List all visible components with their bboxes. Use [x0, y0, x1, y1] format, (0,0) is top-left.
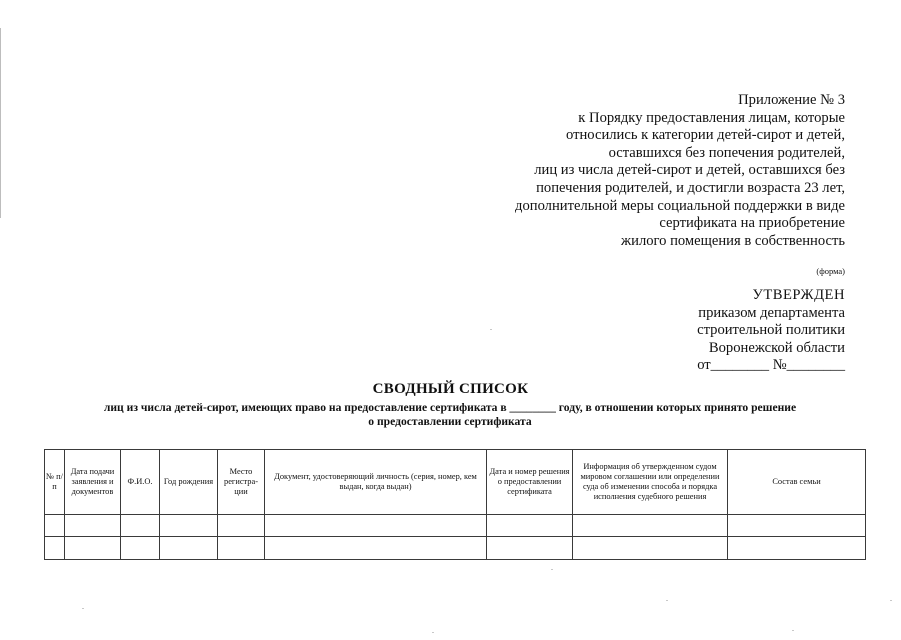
header-registration-place: Место регистра-ции: [218, 450, 265, 515]
header-submission-date: Дата подачи заявления и документов: [65, 450, 121, 515]
table-row: [45, 537, 866, 560]
approval-line: Воронежской области: [708, 339, 845, 356]
appendix-line: Приложение № 3: [738, 92, 845, 108]
appendix-line: дополнительной меры социальной поддержки в виде: [515, 197, 845, 214]
header-full-name: Ф.И.О.: [121, 450, 160, 515]
scan-speck: [432, 632, 434, 633]
appendix-line: жилого помещения в собственность: [621, 232, 845, 249]
subtitle-line-2: о предоставлении сертификата: [368, 414, 532, 428]
approval-line: приказом департамента: [698, 304, 845, 321]
header-birth-year: Год рождения: [160, 450, 218, 515]
appendix-line: лиц из числа детей-сирот и детей, оставшихся без: [534, 162, 845, 179]
table-cell: [65, 537, 121, 560]
header-identity-document: Документ, удостоверяющий личность (серия, номер, кем выдан, когда выдан): [265, 450, 487, 515]
approval-line: строительной политики: [697, 322, 845, 339]
header-number: № п/п: [45, 450, 65, 515]
appendix-line: к Порядку предоставления лицам, которые: [578, 109, 845, 126]
header-family-composition: Состав семьи: [728, 450, 866, 515]
subtitle-line-1: лиц из числа детей-сирот, имеющих право на предоставление сертификата в ________ году, в отношении которых принято решение: [103, 401, 797, 414]
table-cell: [160, 515, 218, 537]
appendix-line: оставшихся без попечения родителей,: [608, 144, 845, 161]
appendix-block: [445, 92, 845, 250]
table-cell: [265, 515, 487, 537]
scan-page-edge: [0, 28, 1, 218]
header-court-information: Информация об утвержденном судом мировом соглашении или определении суда об изменении способа и порядка исполнения судебного решения: [573, 450, 728, 515]
table-cell: [728, 537, 866, 560]
approval-date-number: от________ №________: [697, 357, 845, 374]
table-header-row: [45, 450, 866, 515]
scan-speck: [890, 600, 892, 601]
appendix-line: сертификата на приобретение: [659, 215, 845, 232]
form-note: (форма): [816, 266, 845, 276]
table-cell: [728, 515, 866, 537]
appendix-line: попечения родителей, и достигли возраста 23 лет,: [536, 179, 845, 196]
scan-speck: [792, 630, 794, 631]
approval-title: УТВЕРЖДЕН: [752, 287, 845, 303]
table-row: [45, 515, 866, 537]
table-cell: [45, 515, 65, 537]
scan-speck: [490, 329, 492, 330]
table-cell: [45, 537, 65, 560]
scan-speck: [82, 608, 84, 609]
scan-speck: [551, 569, 553, 570]
table-cell: [487, 537, 573, 560]
header-decision-date-number: Дата и номер решения о предоставлении сертификата: [487, 450, 573, 515]
document-subtitle: [30, 401, 870, 428]
table-cell: [265, 537, 487, 560]
table-cell: [218, 515, 265, 537]
table-cell: [121, 515, 160, 537]
table-cell: [218, 537, 265, 560]
document-title: СВОДНЫЙ СПИСОК: [372, 381, 529, 397]
table-cell: [573, 537, 728, 560]
scan-speck: [666, 600, 668, 601]
appendix-line: относились к категории детей-сирот и детей,: [566, 127, 845, 144]
approval-block: [645, 287, 845, 375]
table-cell: [160, 537, 218, 560]
table-cell: [65, 515, 121, 537]
summary-table: [44, 449, 866, 560]
table-cell: [487, 515, 573, 537]
table-cell: [121, 537, 160, 560]
table-cell: [573, 515, 728, 537]
